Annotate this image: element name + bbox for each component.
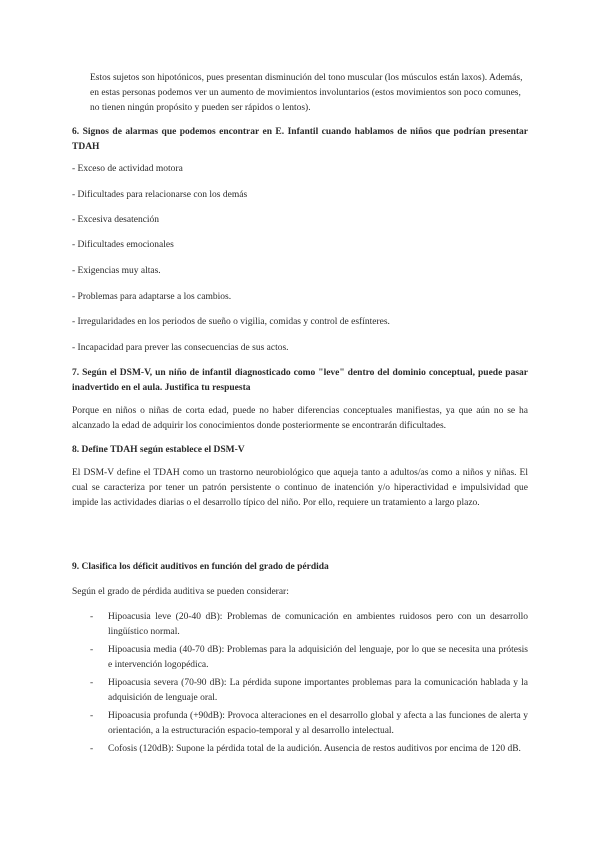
bullet-dash: - <box>90 645 94 655</box>
list-item-text: Hipoacusia severa (70-90 dB): La pérdida supone importantes problemas para la comunicación hablada y la adquisición de lenguaje oral. <box>108 678 528 703</box>
section-9-intro: Según el grado de pérdida auditiva se pueden considerar: <box>72 587 289 597</box>
section-6-item: - Excesiva desatención <box>72 215 160 225</box>
section-8-body: El DSM-V define el TDAH como un trastorno neurobiológico que aqueja tanto a adultos/as como a niños y niñas. El cual se caracteriza por tener un patrón persistente o continuo de inatención y/o hiperactividad e impulsividad que impide las actividades diarias o el desarrollo típico del niño. Por ello, requiere un tratamiento a largo plazo. <box>72 468 528 508</box>
section-6-item: - Irregularidades en los periodos de sueño o vigilia, comidas y control de esfínteres. <box>72 317 390 327</box>
section-8-heading: 8. Define TDAH según establece el DSM-V <box>72 445 245 455</box>
list-item <box>72 643 528 673</box>
section-6-item: - Dificultades para relacionarse con los demás <box>72 190 248 200</box>
bullet-dash: - <box>90 612 94 622</box>
hearing-loss-list <box>72 610 528 760</box>
section-6-item: - Exigencias muy altas. <box>72 266 161 276</box>
section-7-body: Porque en niños o niñas de corta edad, puede no haber diferencias conceptuales manifiestas, ya que aún no se ha alcanzado la edad de adquirir los conocimientos donde posteriormente se encontrarán dificultades. <box>72 406 528 431</box>
section-6-item: - Problemas para adaptarse a los cambios. <box>72 292 232 302</box>
section-6-heading: 6. Signos de alarmas que podemos encontrar en E. Infantil cuando hablamos de niños que podrían presentar TDAH <box>72 127 528 152</box>
list-item <box>72 709 528 739</box>
list-item-text: Hipoacusia profunda (+90dB): Provoca alteraciones en el desarrollo global y afecta a las funciones de alerta y orientación, a la estructuración espacio-temporal y al desarrollo intelectual. <box>108 711 528 736</box>
list-item <box>72 742 528 757</box>
section-6-item: - Dificultades emocionales <box>72 240 174 250</box>
list-item <box>72 610 528 640</box>
list-item-text: Hipoacusia media (40-70 dB): Problemas para la adquisición del lenguaje, por lo que se necesita una prótesis e intervención logopédica. <box>108 645 528 670</box>
list-item <box>72 676 528 706</box>
bullet-dash: - <box>90 678 94 688</box>
intro-paragraph: Estos sujetos son hipotónicos, pues presentan disminución del tono muscular (los músculos están laxos). Además, en estas personas podemos ver un aumento de movimientos involuntarios (estos movimientos son poco comunes, no tienen ningún propósito y pueden ser rápidos o lentos). <box>90 73 523 113</box>
list-item-text: Cofosis (120dB): Supone la pérdida total de la audición. Ausencia de restos auditivos por encima de 120 dB. <box>108 744 521 754</box>
bullet-dash: - <box>90 711 94 721</box>
list-item-text: Hipoacusia leve (20-40 dB): Problemas de comunicación en ambientes ruidosos pero con un desarrollo lingüístico normal. <box>108 612 528 637</box>
section-6-item: - Incapacidad para prever las consecuencias de sus actos. <box>72 343 289 353</box>
section-9-heading: 9. Clasifica los déficit auditivos en función del grado de pérdida <box>72 562 329 572</box>
section-7-heading: 7. Según el DSM-V, un niño de infantil diagnosticado como "leve" dentro del dominio conceptual, puede pasar inadvertido en el aula. Justifica tu respuesta <box>72 368 528 393</box>
section-6-item: - Exceso de actividad motora <box>72 164 183 174</box>
bullet-dash: - <box>90 744 94 754</box>
